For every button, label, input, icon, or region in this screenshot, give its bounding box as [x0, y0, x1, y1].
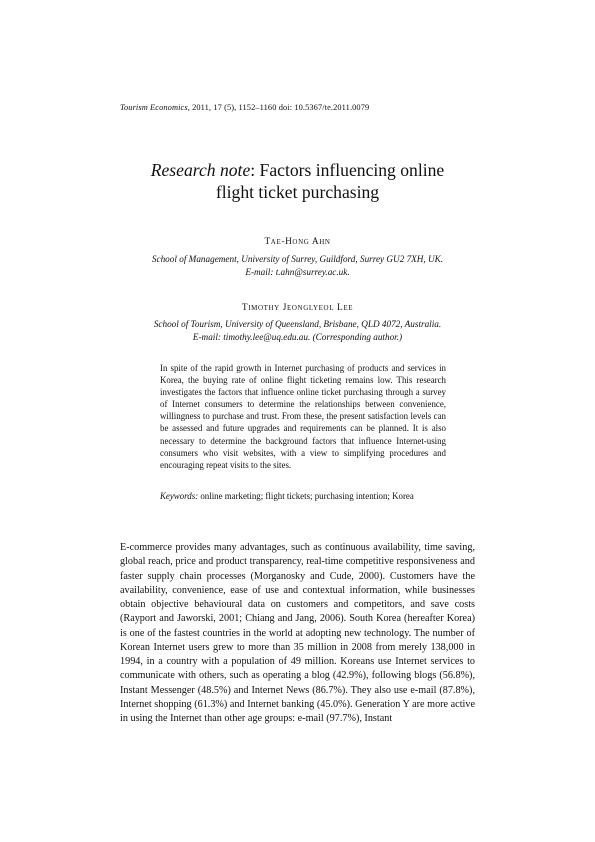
affiliation-1-line-1: School of Management, University of Surrey, Guildford, Surrey GU2 7XH, UK.	[151, 254, 444, 264]
body-paragraph: E-commerce provides many advantages, such as continuous availability, time saving, global reach, price and product transparency, real-time competitive responsiveness and faster supply chain processes (Morganosky and Cude, 2000). Customers have the availability, convenience, ease of use and contextual information, while businesses obtain objective behavioural data on customers and competitors, and save costs (Rayport and Jaworski, 2001; Chiang and Jang, 2006). South Korea (hereafter Korea) is one of the fastest countries in the world at adopting new technology. The number of Korean Internet users grew to more than 35 million in 2008 from merely 138,000 in 1994, in a country with a population of 49 million. Koreans use Internet services to communicate with others, such as operating a blog (42.9%), following blogs (56.8%), Instant Messenger (48.5%) and Internet News (86.7%). They also use e-mail (87.8%), Internet shopping (61.3%) and Internet banking (45.0%). Generation Y are more active in using the Internet than other age groups: e-mail (97.7%), Instant	[120, 542, 475, 724]
author-affiliation-2	[110, 318, 485, 344]
title-line-1	[100, 159, 495, 181]
keywords-label: Keywords:	[160, 491, 199, 501]
citation-details: , 2011, 17 (5), 1152–1160 doi: 10.5367/te.2011.0079	[187, 103, 370, 112]
affiliation-2-line-1: School of Tourism, University of Queensland, Brisbane, QLD 4072, Australia.	[153, 319, 442, 329]
affiliation-1-line-2: E-mail: t.ahn@surrey.ac.uk.	[245, 267, 350, 277]
author-affiliation-1	[110, 253, 485, 279]
keywords-text: online marketing; flight tickets; purchasing intention; Korea	[198, 491, 414, 501]
author-name-1: Tae-Hong Ahn	[264, 237, 331, 247]
title-italic-part: Research note	[150, 160, 251, 180]
title-rest-line1: : Factors influencing online	[250, 160, 445, 180]
abstract-text: In spite of the rapid growth in Internet purchasing of products and services in Korea, the buying rate of online flight ticketing remains low. This research investigates the factors that influence online ticket purchasing through a survey of Internet consumers to determine the relationships between convenience, willingness to purchase and trust. From these, the present satisfaction levels can be assessed and future upgrades and requirements can be planned. It is also necessary to determine the background factors that influence Internet-using consumers who visit websites, with a view to simplifying procedures and encouraging repeat visits to the sites.	[160, 363, 446, 470]
author-name-2: Timothy Jeonglyeol Lee	[241, 303, 354, 313]
title-line-2: flight ticket purchasing	[215, 182, 380, 202]
journal-name: Tourism Economics	[120, 103, 188, 112]
keywords-line	[160, 491, 460, 501]
journal-citation	[120, 103, 369, 112]
paper-title	[100, 159, 495, 203]
affiliation-2-line-2: E-mail: timothy.lee@uq.edu.au. (Corresponding author.)	[192, 332, 403, 342]
